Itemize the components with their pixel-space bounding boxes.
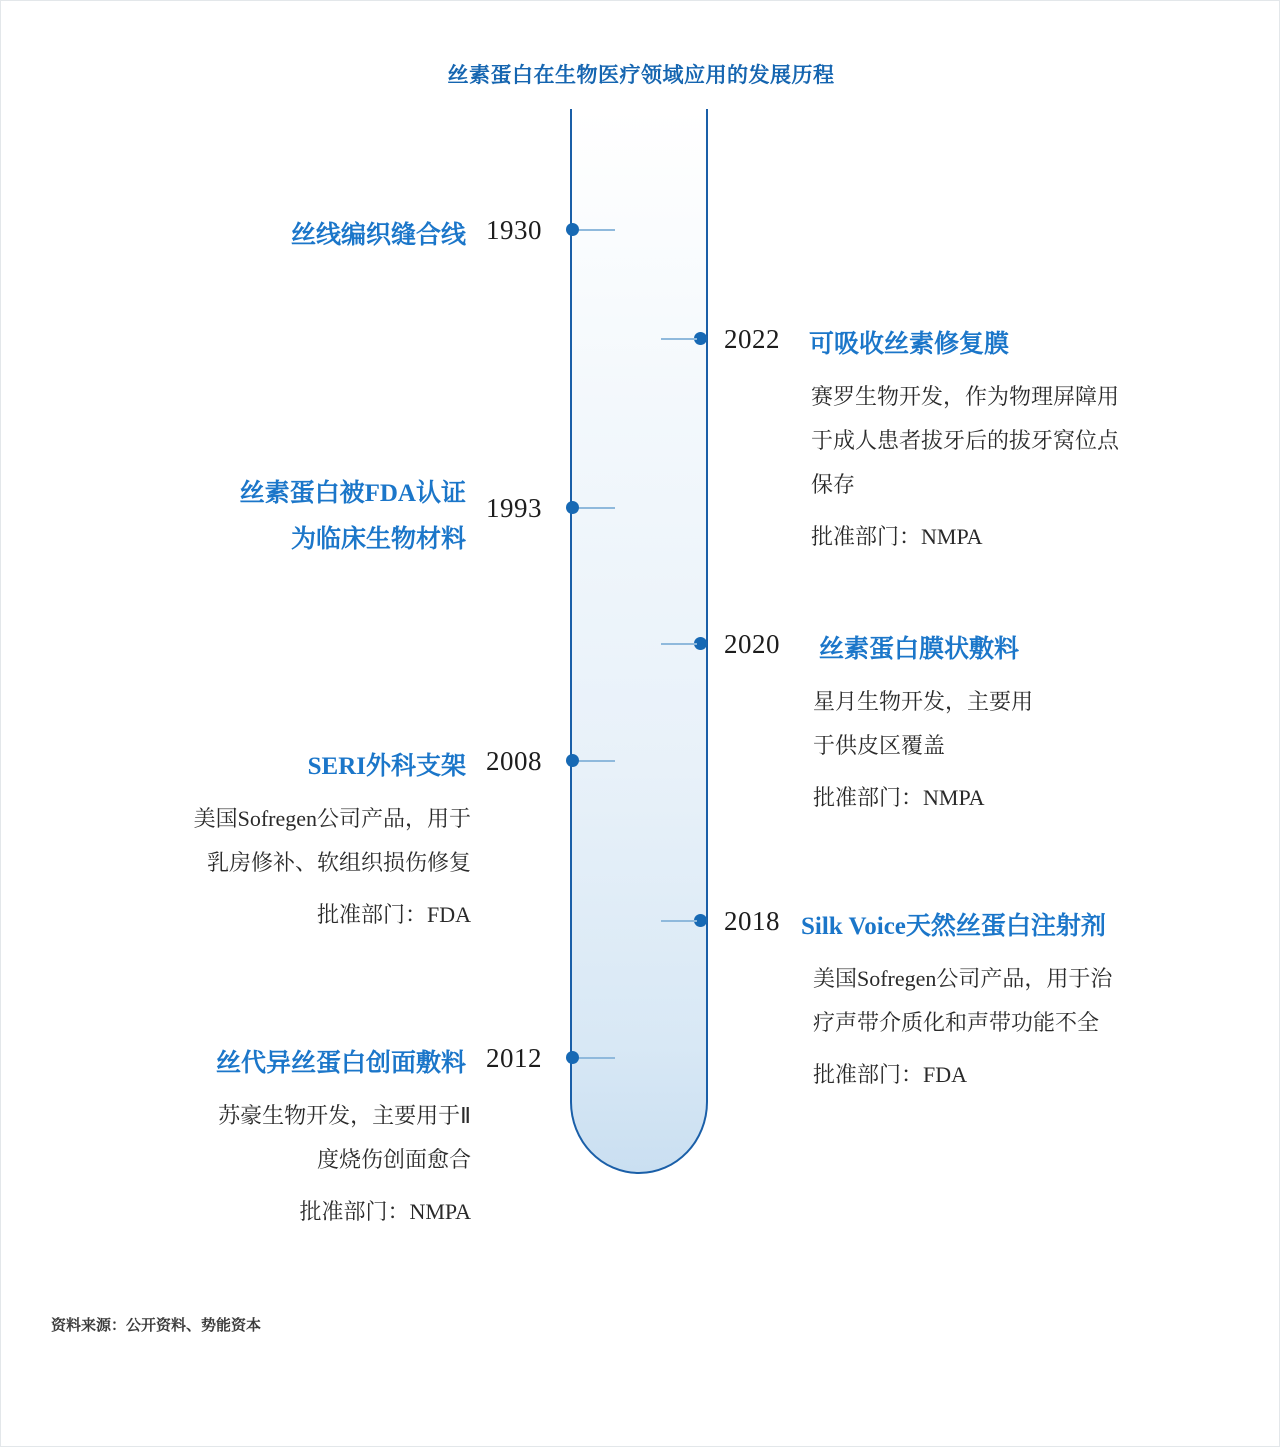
timeline-body-2022-line1: 赛罗生物开发，作为物理屏障用 bbox=[811, 384, 1120, 409]
page-title: 丝素蛋白在生物医疗领域应用的发展历程 bbox=[447, 64, 835, 87]
timeline-heading-2022: 可吸收丝素修复膜 bbox=[809, 331, 1010, 358]
timeline-heading-2018: Silk Voice天然丝蛋白注射剂 bbox=[801, 913, 1106, 940]
timeline-year-2008: 2008 bbox=[486, 746, 542, 776]
timeline-heading-2012: 丝代异丝蛋白创面敷料 bbox=[215, 1050, 466, 1077]
timeline-year-2012: 2012 bbox=[486, 1043, 542, 1073]
timeline-body-2020-approval: 批准部门：NMPA bbox=[813, 785, 985, 810]
timeline-heading-2008: SERI外科支架 bbox=[307, 753, 466, 780]
timeline-body-2018-line2: 疗声带介质化和声带功能不全 bbox=[813, 1010, 1100, 1035]
timeline-body-2022-line3: 保存 bbox=[811, 472, 856, 497]
timeline-heading-1993-line1: 丝素蛋白被FDA认证 bbox=[239, 480, 466, 507]
timeline-body-2022-line2: 于成人患者拔牙后的拔牙窝位点 bbox=[811, 428, 1120, 453]
timeline-node-2012[interactable] bbox=[566, 1051, 579, 1064]
timeline-body-2022-approval: 批准部门：NMPA bbox=[811, 524, 983, 549]
timeline-body-2018-approval: 批准部门：FDA bbox=[813, 1062, 968, 1087]
tube-body bbox=[570, 109, 708, 1174]
timeline-node-1993[interactable] bbox=[566, 501, 579, 514]
timeline-body-2012-line1: 苏豪生物开发，主要用于Ⅱ bbox=[218, 1103, 471, 1128]
source-note: 资料来源：公开资料、势能资本 bbox=[51, 1317, 262, 1334]
timeline-body-2008-line1: 美国Sofregen公司产品，用于 bbox=[193, 806, 471, 831]
timeline-heading-2020: 丝素蛋白膜状敷料 bbox=[819, 636, 1020, 663]
timeline-year-2018: 2018 bbox=[724, 906, 780, 936]
timeline-body-2020-line1: 星月生物开发，主要用 bbox=[813, 689, 1034, 714]
timeline-body-2008-approval: 批准部门：FDA bbox=[316, 902, 471, 927]
timeline-body-2018-line1: 美国Sofregen公司产品，用于治 bbox=[813, 966, 1113, 991]
timeline-body-2012-line2: 度烧伤创面愈合 bbox=[316, 1147, 471, 1172]
timeline-year-1993: 1993 bbox=[486, 493, 542, 523]
timeline-year-2020: 2020 bbox=[724, 629, 780, 659]
timeline-body-2012-approval: 批准部门：NMPA bbox=[299, 1199, 471, 1224]
timeline-tick-1993 bbox=[579, 507, 615, 509]
timeline-tick-2018 bbox=[661, 920, 697, 922]
timeline-body-2008-line2: 乳房修补、软组织损伤修复 bbox=[206, 850, 471, 875]
timeline-tick-2020 bbox=[661, 643, 697, 645]
timeline-tick-2008 bbox=[579, 760, 615, 762]
timeline-tube bbox=[570, 109, 708, 1174]
timeline-tick-1930 bbox=[579, 229, 615, 231]
timeline-node-1930[interactable] bbox=[566, 223, 579, 236]
timeline-node-2008[interactable] bbox=[566, 754, 579, 767]
timeline-year-1930: 1930 bbox=[486, 215, 542, 245]
timeline-body-2020-line2: 于供皮区覆盖 bbox=[813, 733, 946, 758]
timeline-tick-2022 bbox=[661, 338, 697, 340]
timeline-tick-2012 bbox=[579, 1057, 615, 1059]
timeline-heading-1993-line2: 为临床生物材料 bbox=[290, 526, 466, 553]
timeline-year-2022: 2022 bbox=[724, 324, 780, 354]
timeline-heading-1930: 丝线编织缝合线 bbox=[290, 222, 466, 249]
